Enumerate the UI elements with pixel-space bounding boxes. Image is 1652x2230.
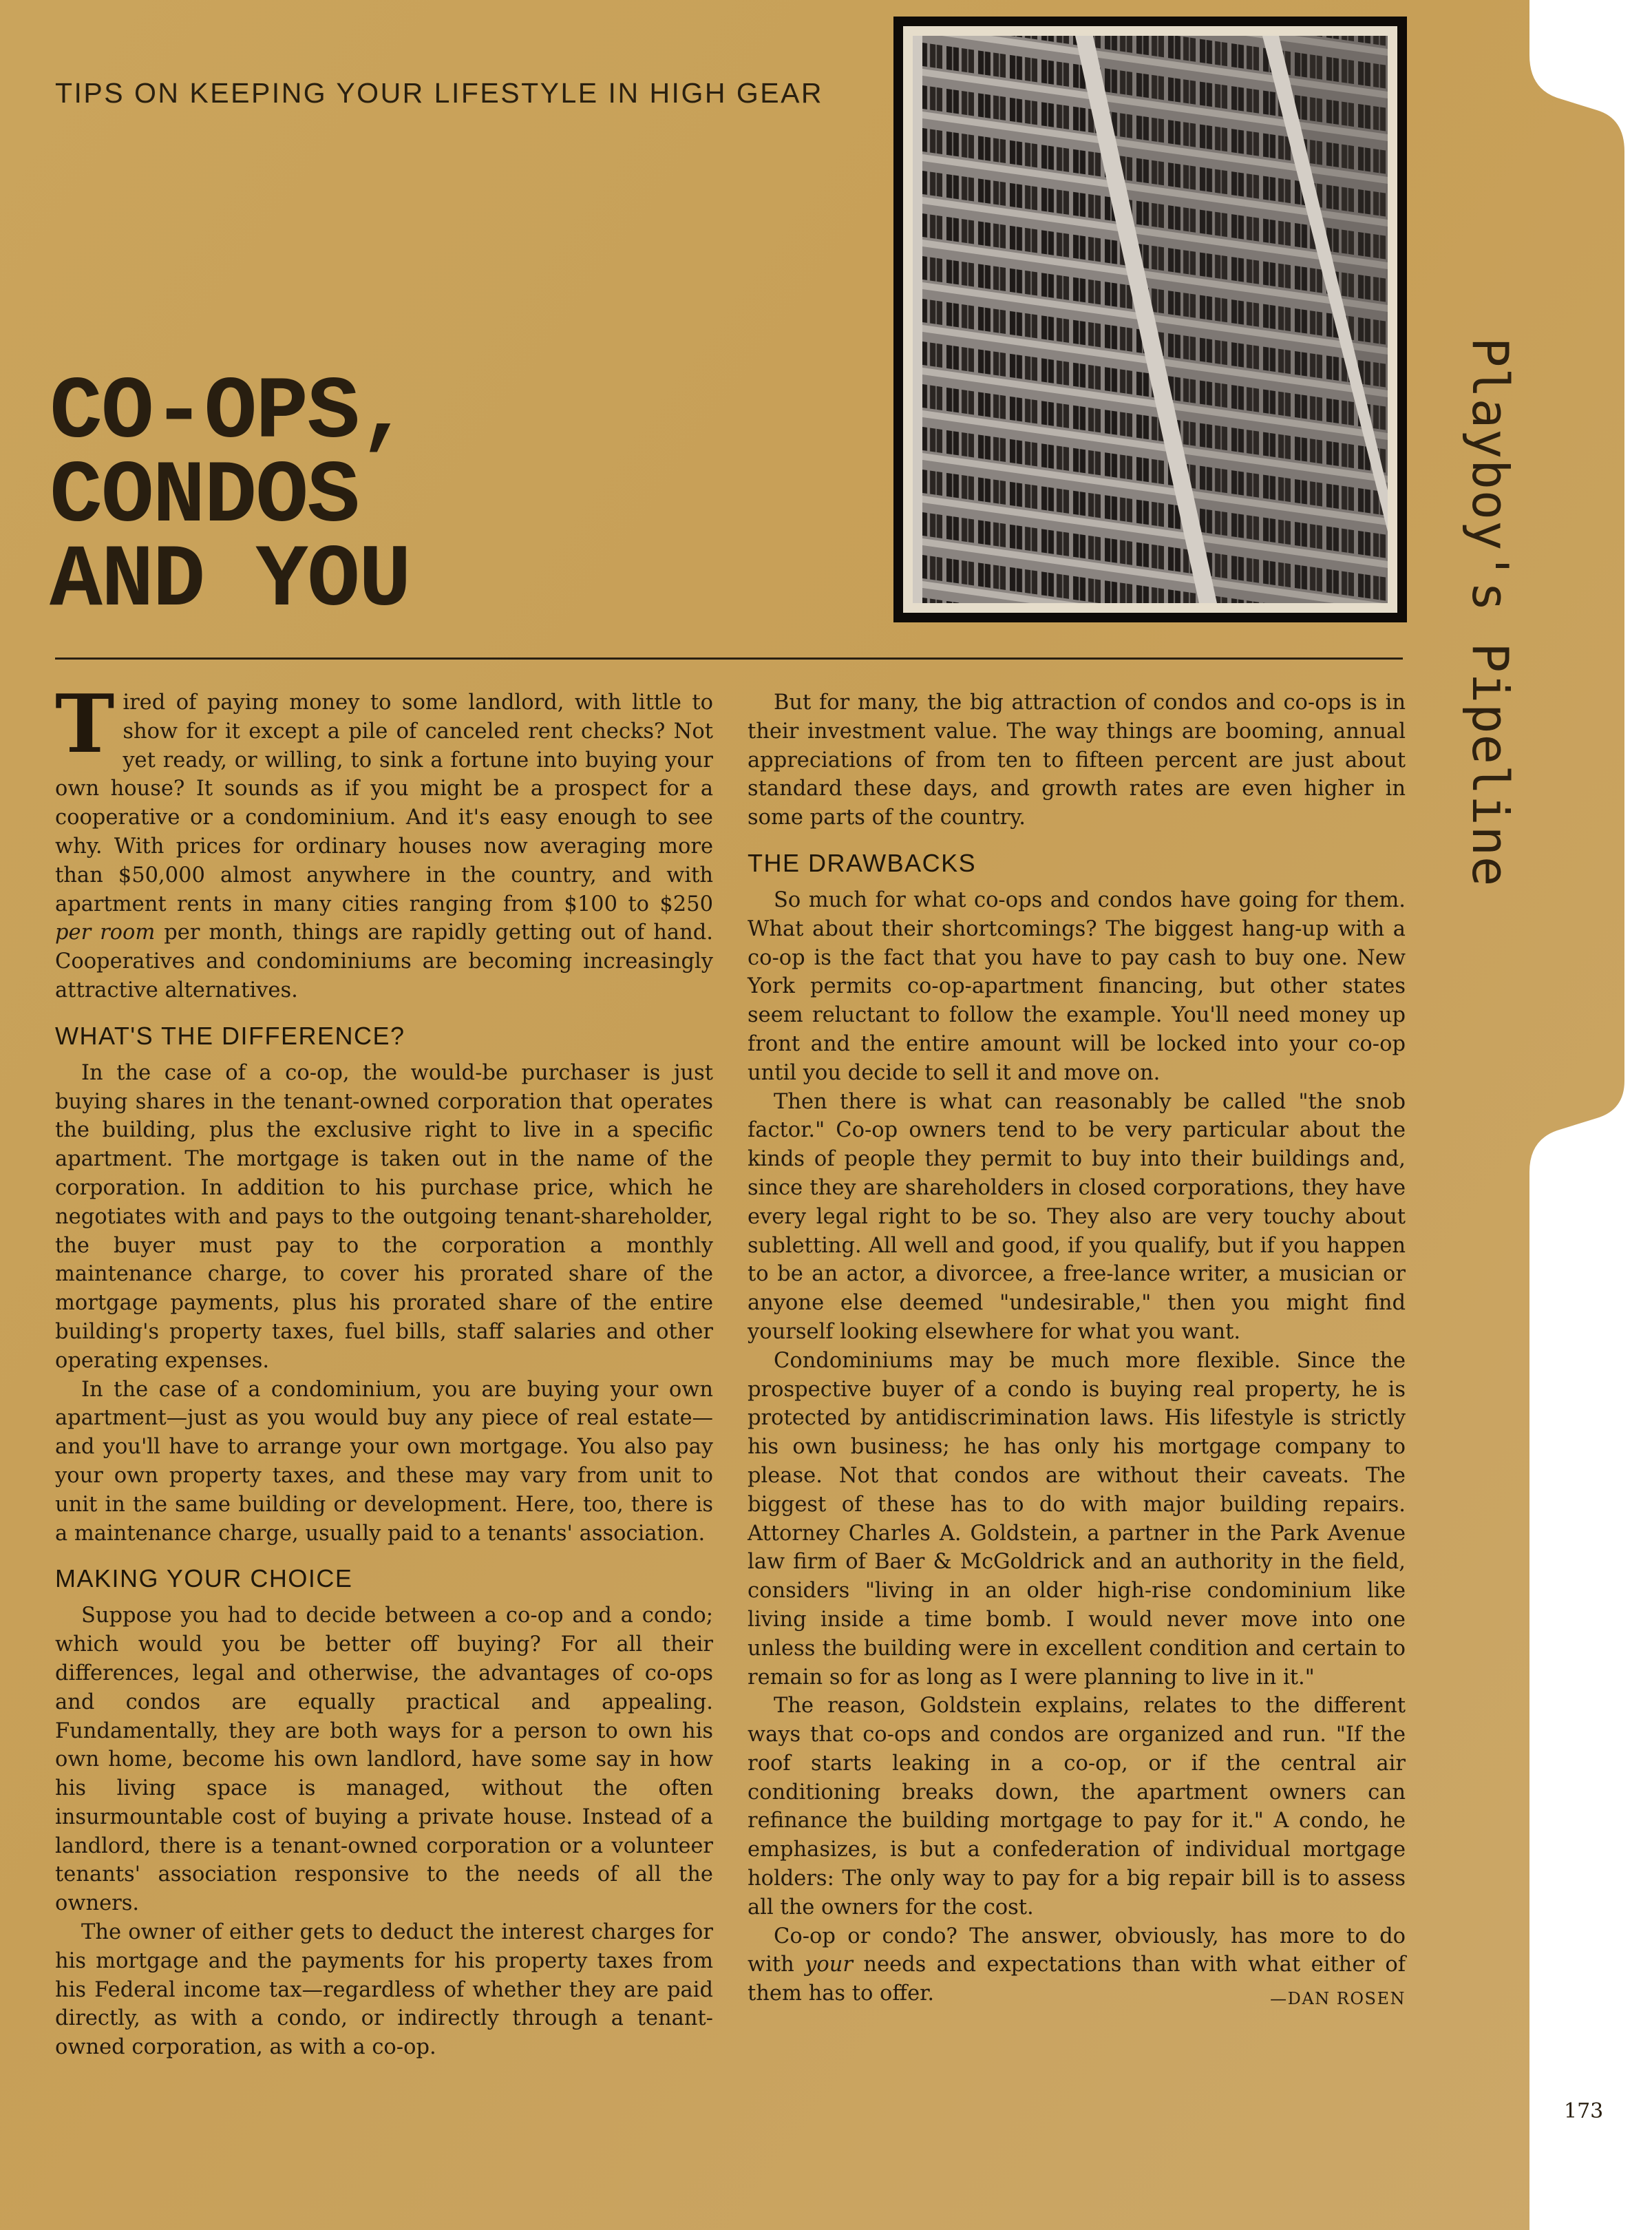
closing-paragraph — [748, 1922, 1406, 2008]
section-heading-drawbacks: THE DRAWBACKS — [748, 848, 977, 877]
kicker: TIPS ON KEEPING YOUR LIFESTYLE IN HIGH GEAR — [55, 77, 824, 109]
headline-line-1: CO-OPS, — [50, 364, 410, 463]
closing-text-end: needs and expectations than with what either of them has to offer. — [748, 1953, 1406, 2006]
section-heading-choice: MAKING YOUR CHOICE — [55, 1564, 353, 1593]
running-title: Playboy's Pipeline — [1461, 337, 1519, 887]
intro-paragraph — [55, 677, 713, 1005]
high-rise-building-photo-icon — [913, 36, 1388, 603]
article-column-right — [748, 688, 1406, 2014]
headline — [50, 364, 841, 631]
paragraph: The owner of either gets to deduct the interest charges for his mortgage and the payments for his property taxes from his Federal income tax—regardless of whether they are paid directly, as with a condo, or indirectly through a tenant-owned corporation, as with a co-op. — [55, 1920, 713, 2060]
building-photo — [893, 17, 1407, 622]
article-column-left — [55, 677, 713, 2062]
intro-emphasis: per room — [55, 921, 156, 945]
paragraph: In the case of a co-op, the would-be purchaser is just buying shares in the tenant-owned corporation that operates the building, plus the exclusive right to live in a specific apartment. The mortgage is taken out in the name of the corporation. In addition to his purchase price, which he negotiates with and pays to the outgoing tenant-shareholder, the buyer must pay to the corporation a monthly maintenance charge, to cover his prorated share of the mortgage payments, plus his prorated share of the entire building's property taxes, fuel bills, staff salaries and other operating expenses. — [55, 1060, 713, 1373]
page-number: 173 — [1564, 2099, 1604, 2123]
paragraph: But for many, the big attraction of condos and co-ops is in their investment value. The way things are booming, annual appreciations of from ten to fifteen percent are just about standard these days, and growth rates are even higher in some parts of the country. — [748, 691, 1406, 830]
paragraph: Suppose you had to decide between a co-op and a condo; which would you be better off buying? For all their differences, legal and otherwise, the advantages of co-ops and condos are equally practical and appealing. Fundamentally, they are both ways for a person to own his own home, become his own landlord, have some say in how his living space is managed, without the often insurmountable cost of buying a private house. Instead of a landlord, there is a tenant-owned corporation or a volunteer tenants' association responsive to the needs of all the owners. — [55, 1603, 713, 1916]
byline: —DAN ROSEN — [1270, 1989, 1406, 2009]
intro-text: ired of paying money to some landlord, with little to show for it except a pile of canceled rent checks? Not yet ready, or willing, to sink a fortune into buying your own house? It sounds as if you might be a prospect for a cooperative or a condominium. And it's easy enough to see why. With prices for ordinary houses now averaging more than $50,000 almost anywhere in the country, and with apartment rents in many cities ranging from $100 to $250 — [55, 691, 713, 916]
title-rule — [55, 658, 1403, 660]
drop-cap: T — [55, 677, 115, 771]
headline-line-2: CONDOS — [50, 448, 359, 547]
section-heading-difference: WHAT'S THE DIFFERENCE? — [55, 1021, 405, 1050]
paragraph: So much for what co-ops and condos have going for them. What about their shortcomings? The biggest hang-up with a co-op is the fact that you have to pay cash to buy one. New York permits co-op-apartment financing, but other states seem reluctant to follow the example. You'll need money up front and the entire amount will be locked into your co-op until you decide to sell it and move on. — [748, 887, 1406, 1085]
intro-text-end: per month, things are rapidly getting out of hand. Cooperatives and condominiums are becoming increasingly attractive alternatives. — [55, 921, 713, 1002]
paragraph: In the case of a condominium, you are buying your own apartment—just as you would buy any piece of real estate—and you'll have to arrange your own mortgage. You also pay your own property taxes, and these may vary from unit to unit in the same building or development. Here, too, there is a maintenance charge, usually paid to a tenants' association. — [55, 1377, 713, 1546]
paragraph: The reason, Goldstein explains, relates to the different ways that co-ops and condos are organized and run. "If the roof starts leaking in a co-op, or if the central air conditioning breaks down, the apartment owners can refinance the building mortgage to pay for it." A condo, he emphasizes, is but a confederation of individual mortgage holders: The only way to pay for a big repair bill is to assess all the owners for the cost. — [748, 1694, 1406, 1919]
paragraph: Then there is what can reasonably be called "the snob factor." Co-op owners tend to be very particular about the kinds of people they permit to buy into their buildings and, since they are shareholders in closed corporations, they have every legal right to be so. They also are very touchy about subletting. All well and good, if you qualify, but if you happen to be an actor, a divorcee, a free-lance writer, a musician or anyone else deemed "undesirable," then you might find yourself looking elsewhere for what you want. — [748, 1089, 1406, 1344]
paragraph: Condominiums may be much more flexible. Since the prospective buyer of a condo is buying real property, he is protected by antidiscrimination laws. His lifestyle is strictly his own business; he has only his mortgage company to please. Not that condos are without their caveats. The biggest of these has to do with major building repairs. Attorney Charles A. Goldstein, a partner in the Park Avenue law firm of Baer & McGoldrick and an authority in the field, considers "living in an older high-rise condominium like living inside a time bomb. I would never move into one unless the building were in excellent condition and certain to remain so for as long as I were planning to live in it." — [748, 1348, 1406, 1690]
closing-emphasis: your — [805, 1953, 853, 1977]
closing-text: Co-op or condo? The answer, obviously, has more to do with — [748, 1924, 1406, 1977]
headline-line-3: AND YOU — [50, 532, 410, 631]
